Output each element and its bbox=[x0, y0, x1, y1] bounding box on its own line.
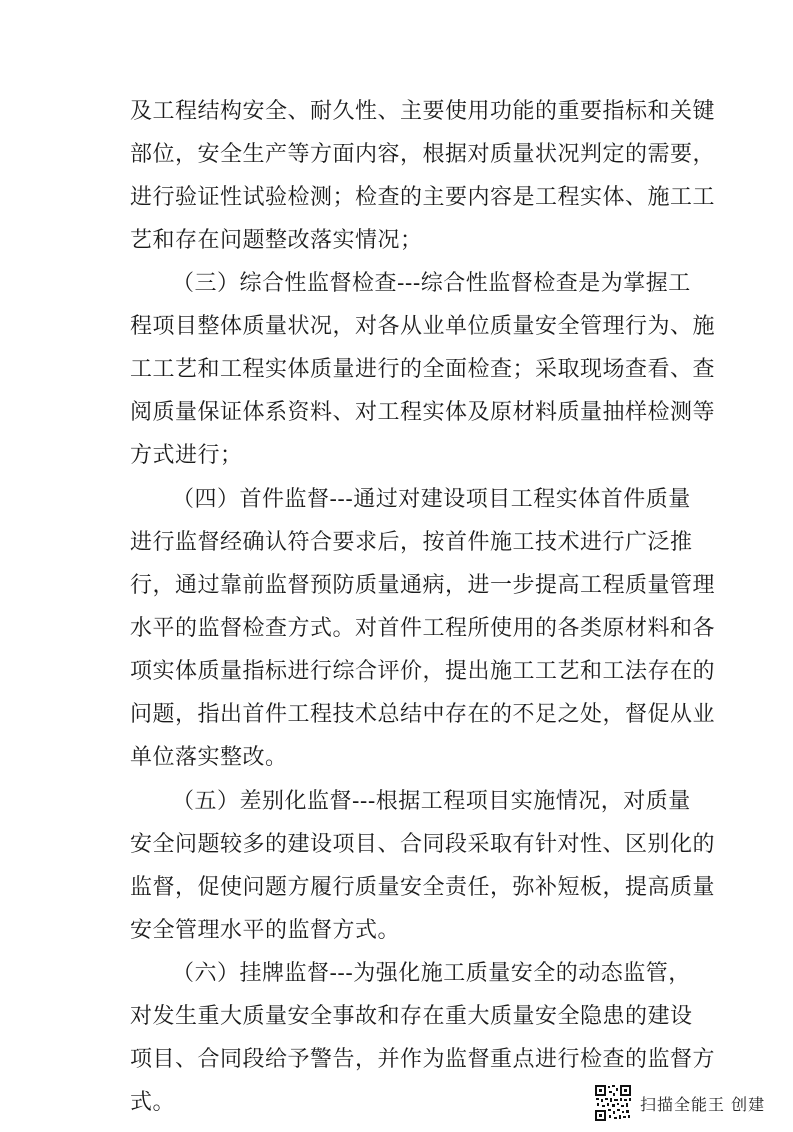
text-line: 方式进行； bbox=[130, 443, 243, 468]
paragraph-heading-line: （五）差别化监督---根据工程项目实施情况，对质量 bbox=[172, 789, 691, 814]
qr-code-icon bbox=[594, 1084, 632, 1122]
text-line: 项实体质量指标进行综合评价，提出施工工艺和工法存在的 bbox=[130, 659, 716, 684]
text-line: 艺和存在问题整改落实情况； bbox=[130, 228, 423, 253]
paragraph-heading-line: （三）综合性监督检查---综合性监督检查是为掌握工 bbox=[172, 271, 691, 296]
text-line: 安全问题较多的建设项目、合同段采取有针对性、区别化的 bbox=[130, 832, 716, 857]
text-line: 行，通过靠前监督预防质量通病，进一步提高工程质量管理 bbox=[130, 573, 716, 598]
text-line: 进行监督经确认符合要求后，按首件施工技术进行广泛推 bbox=[130, 530, 693, 555]
text-line: 监督，促使问题方履行质量安全责任，弥补短板，提高质量 bbox=[130, 875, 716, 900]
text-line: 部位，安全生产等方面内容，根据对质量状况判定的需要， bbox=[130, 142, 716, 167]
text-line: 水平的监督检查方式。对首件工程所使用的各类原材料和各 bbox=[130, 616, 716, 641]
scanner-watermark bbox=[594, 1074, 765, 1132]
paragraph-heading-line: （四）首件监督---通过对建设项目工程实体首件质量 bbox=[172, 487, 691, 512]
text-line: 对发生重大质量安全事故和存在重大质量安全隐患的建设 bbox=[130, 1004, 693, 1029]
text-line: 单位落实整改。 bbox=[130, 745, 288, 770]
watermark-text: 扫描全能王 创建 bbox=[640, 1094, 766, 1114]
text-line: 工工艺和工程实体质量进行的全面检查；采取现场查看、查 bbox=[130, 357, 716, 382]
text-line: 程项目整体质量状况，对各从业单位质量安全管理行为、施 bbox=[130, 314, 716, 339]
text-line: 安全管理水平的监督方式。 bbox=[130, 918, 401, 943]
paragraph-heading-line: （六）挂牌监督---为强化施工质量安全的动态监管， bbox=[172, 961, 691, 986]
text-line: 问题，指出首件工程技术总结中存在的不足之处，督促从业 bbox=[130, 702, 716, 727]
text-line: 及工程结构安全、耐久性、主要使用功能的重要指标和关键 bbox=[130, 99, 716, 124]
text-line: 阅质量保证体系资料、对工程实体及原材料质量抽样检测等 bbox=[130, 400, 716, 425]
text-line: 式。 bbox=[130, 1090, 176, 1115]
text-line: 项目、合同段给予警告，并作为监督重点进行检查的监督方 bbox=[130, 1047, 716, 1072]
text-line: 进行验证性试验检测；检查的主要内容是工程实体、施工工 bbox=[130, 185, 716, 210]
